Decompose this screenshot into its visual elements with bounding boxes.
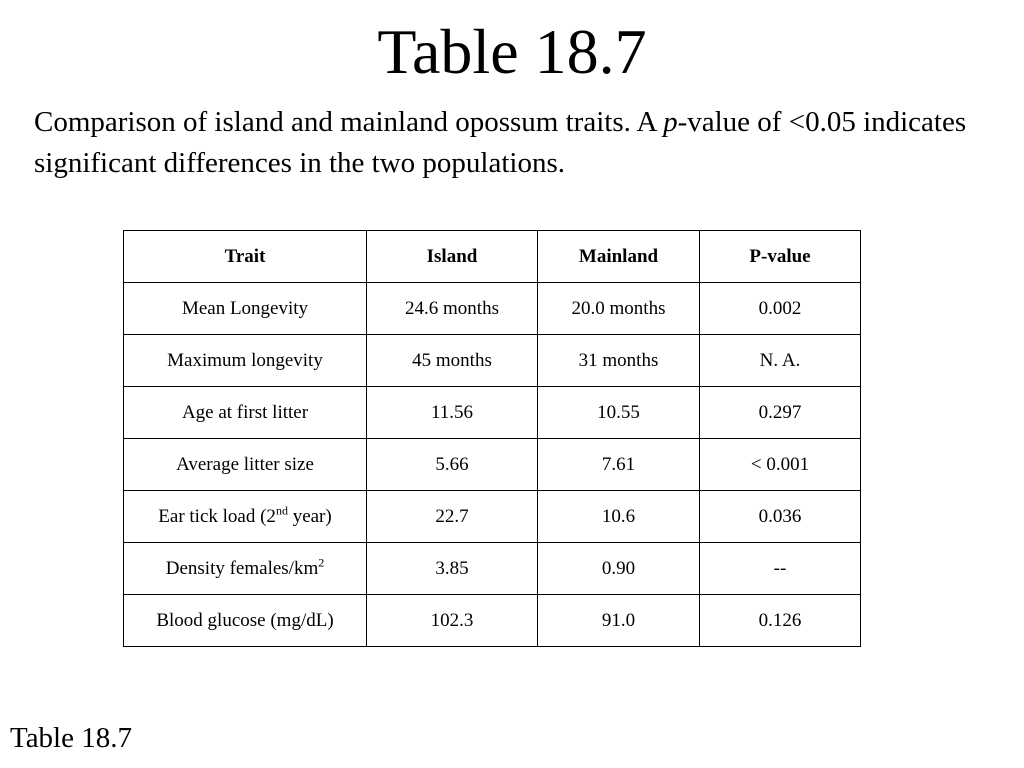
table-row <box>124 387 861 439</box>
cell-pvalue: N. A. <box>700 335 861 387</box>
cell-mainland: 10.6 <box>538 491 700 543</box>
cell-mainland: 0.90 <box>538 543 700 595</box>
cell-mainland: 20.0 months <box>538 283 700 335</box>
cell-pvalue: < 0.001 <box>700 439 861 491</box>
cell-pvalue: 0.002 <box>700 283 861 335</box>
cell-trait-text: Density females/km <box>165 557 319 579</box>
cell-mainland: 10.55 <box>538 387 700 439</box>
cell-island: 5.66 <box>367 439 538 491</box>
caption-text-end: -value of <0.05 indicates significant differences in the two populations. <box>34 106 967 179</box>
cell-island: 24.6 months <box>367 283 538 335</box>
header-mainland: Mainland <box>538 231 700 283</box>
cell-trait: Age at first litter <box>124 387 367 439</box>
cell-mainland: 31 months <box>538 335 700 387</box>
table-caption <box>34 102 994 184</box>
cell-trait-text: Ear tick load (2 <box>158 505 276 527</box>
cell-trait: Blood glucose (mg/dL) <box>124 595 367 647</box>
table-row <box>124 543 861 595</box>
cell-mainland: 7.61 <box>538 439 700 491</box>
header-trait: Trait <box>124 231 367 283</box>
caption-p-italic: p <box>663 106 678 138</box>
cell-trait: Maximum longevity <box>124 335 367 387</box>
footer-label: Table 18.7 <box>10 722 132 754</box>
table-row <box>124 283 861 335</box>
cell-island: 102.3 <box>367 595 538 647</box>
caption-text-start: Comparison of island and mainland opossum traits. A <box>34 106 664 138</box>
cell-trait <box>124 491 367 543</box>
cell-island: 22.7 <box>367 491 538 543</box>
table-header-row <box>124 231 861 283</box>
header-island: Island <box>367 231 538 283</box>
cell-pvalue: 0.036 <box>700 491 861 543</box>
cell-trait-superscript: 2 <box>318 555 325 570</box>
cell-pvalue: 0.126 <box>700 595 861 647</box>
cell-pvalue: 0.297 <box>700 387 861 439</box>
cell-trait-text-end: year) <box>287 505 332 527</box>
cell-island: 3.85 <box>367 543 538 595</box>
cell-mainland: 91.0 <box>538 595 700 647</box>
table-row <box>124 439 861 491</box>
cell-pvalue: -- <box>700 543 861 595</box>
cell-trait: Mean Longevity <box>124 283 367 335</box>
cell-trait <box>124 543 367 595</box>
header-pvalue: P-value <box>700 231 861 283</box>
cell-island: 11.56 <box>367 387 538 439</box>
opossum-traits-table <box>123 230 861 647</box>
table-row <box>124 595 861 647</box>
cell-trait-superscript: nd <box>275 503 288 518</box>
slide-title: Table 18.7 <box>377 16 647 87</box>
cell-trait: Average litter size <box>124 439 367 491</box>
cell-island: 45 months <box>367 335 538 387</box>
table-row <box>124 491 861 543</box>
table-row <box>124 335 861 387</box>
